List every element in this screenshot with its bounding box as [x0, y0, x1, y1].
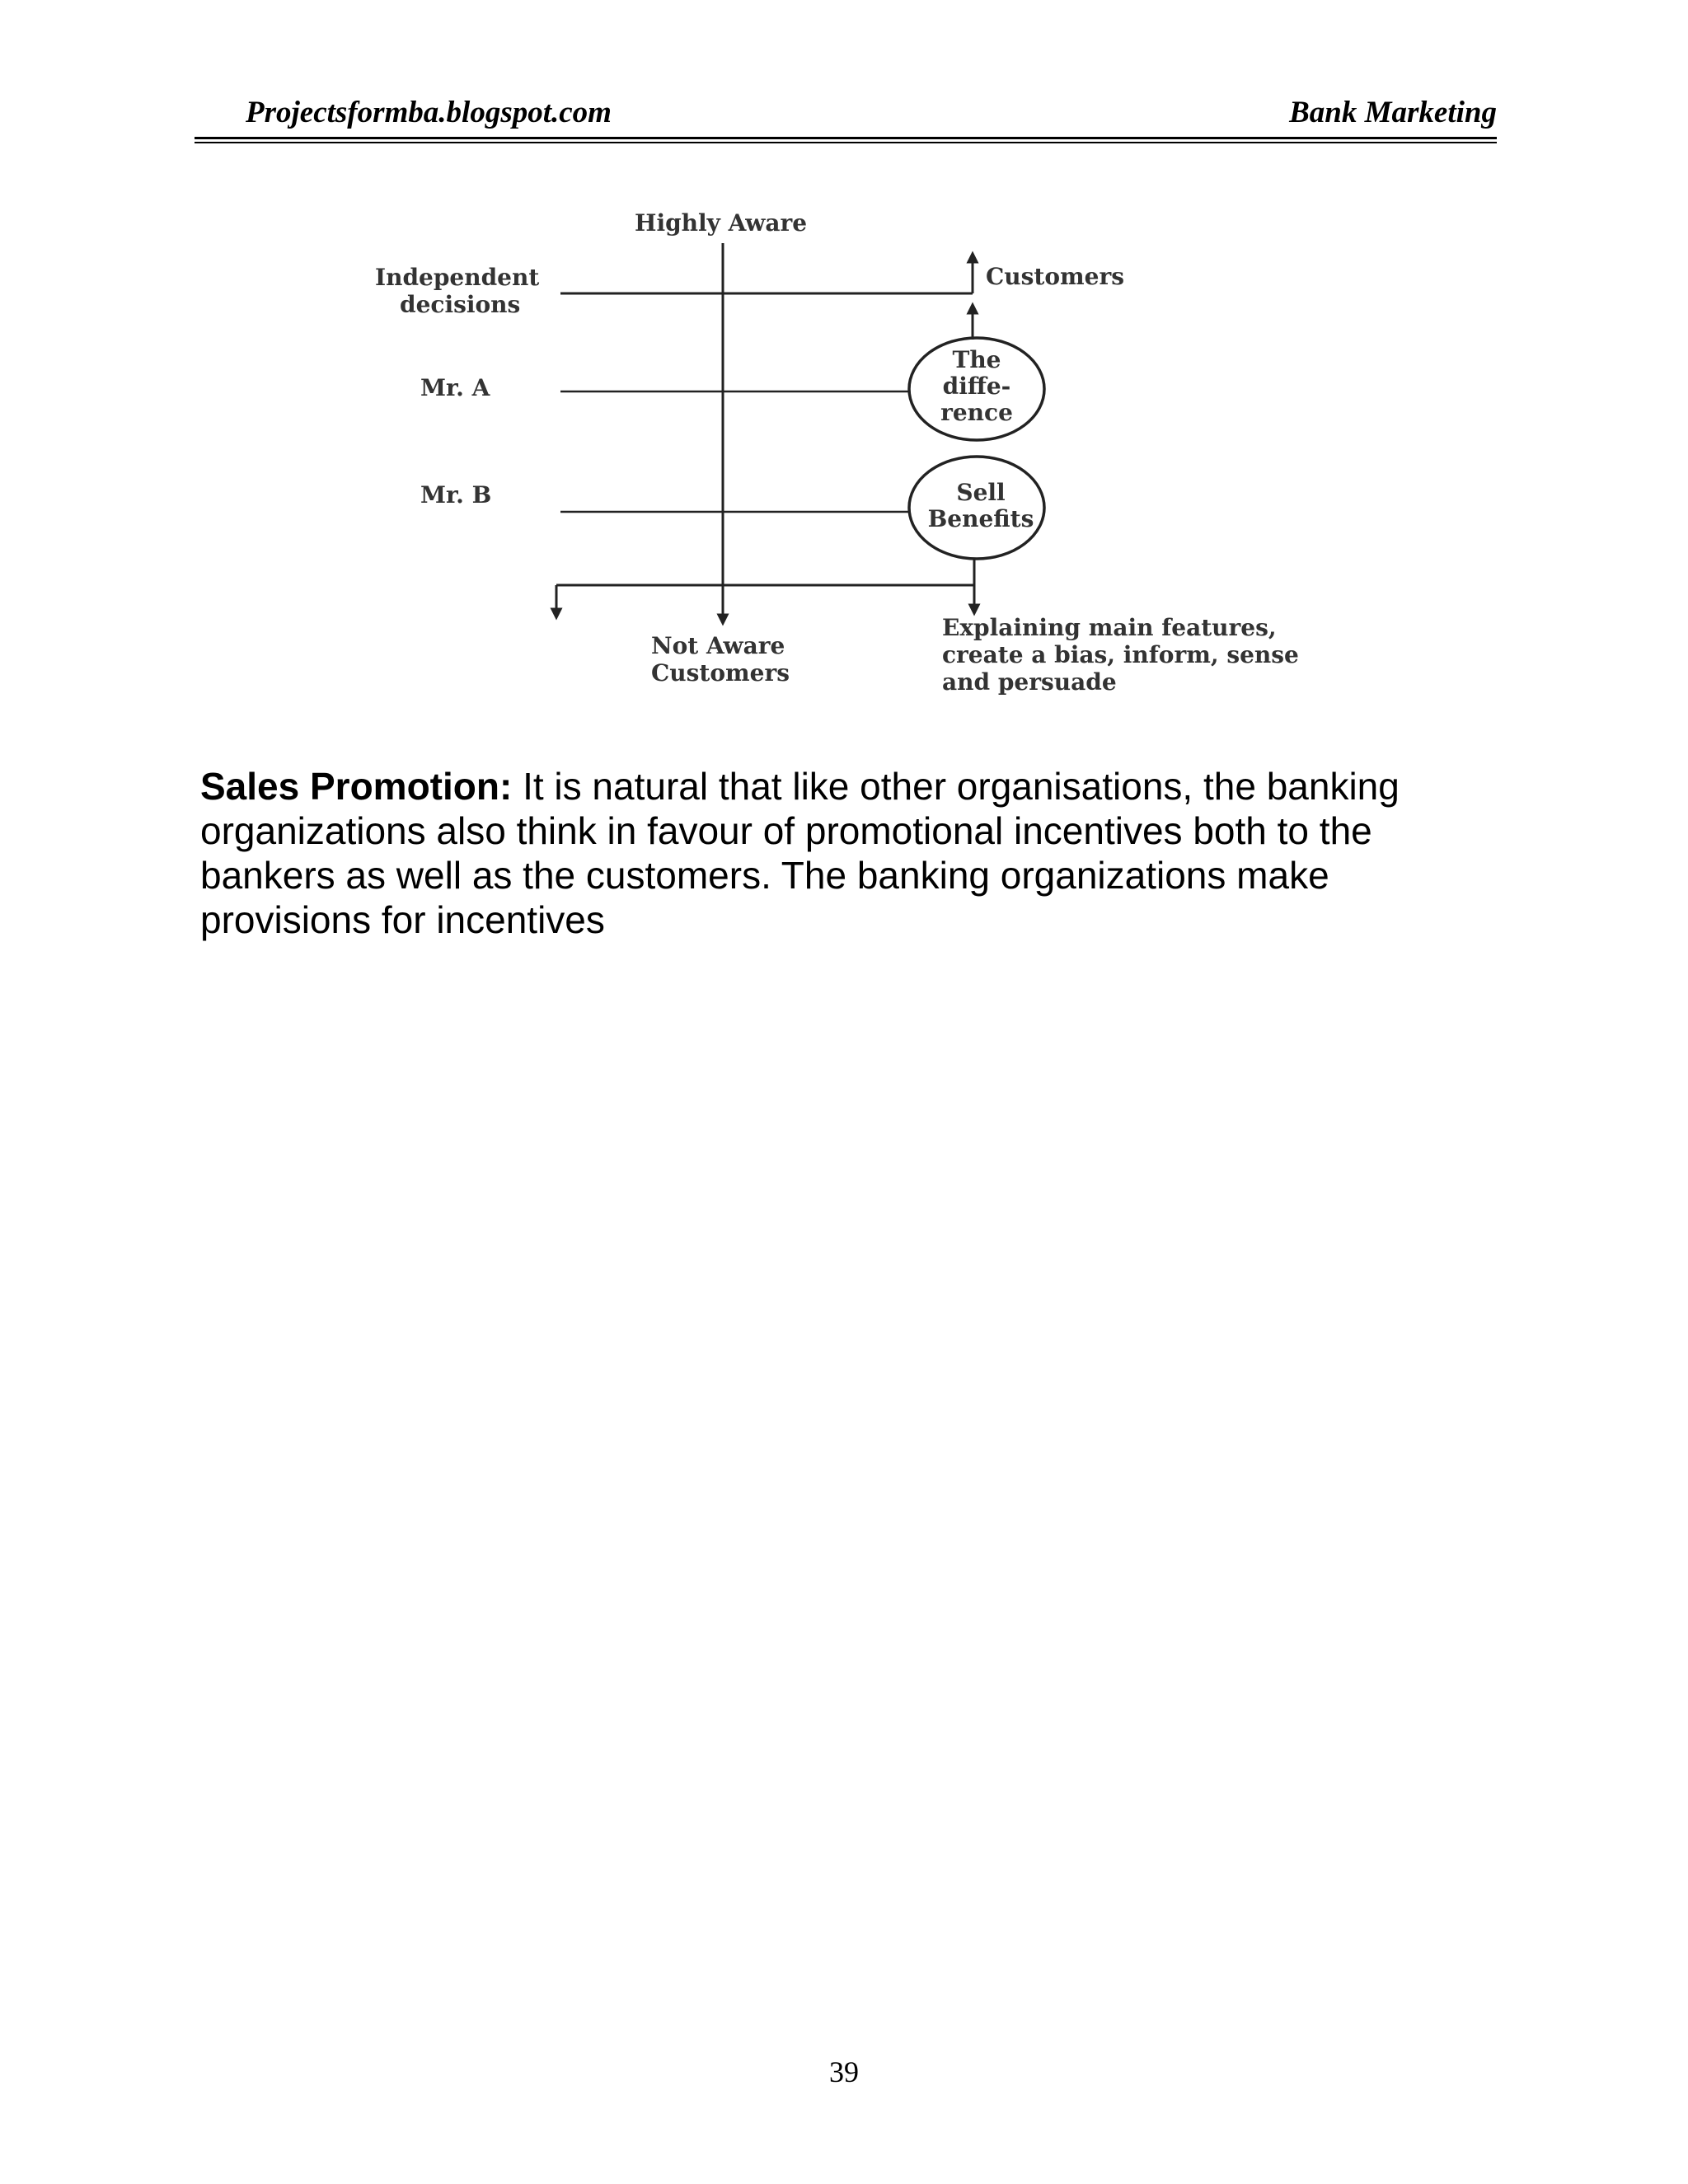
- header-site: Projectsformba.blogspot.com: [246, 96, 612, 129]
- difference-line-3: rence: [940, 399, 1013, 426]
- sell-line-1: Sell: [956, 479, 1006, 506]
- label-mr-a: Mr. A: [420, 374, 490, 401]
- awareness-diagram-svg: [363, 198, 1352, 709]
- explain-line-3: and persuade: [942, 668, 1117, 696]
- explain-line-2: create a bias, inform, sense: [942, 641, 1299, 668]
- header-title: Bank Marketing: [1289, 96, 1497, 129]
- sales-promotion-body: It is natural that like other organisations, the banking organizations also think in favour of promotional incentives both to the bankers as well as the customers. The banking organizations make provisions for incentives: [200, 765, 1400, 941]
- label-not-aware: Not Aware: [651, 632, 785, 659]
- sell-line-2: Benefits: [927, 505, 1034, 532]
- difference-line-1: The: [952, 346, 1001, 373]
- header-rule-thin: [195, 142, 1497, 143]
- label-mr-b: Mr. B: [420, 481, 492, 509]
- label-customers: Customers: [986, 263, 1124, 290]
- sales-promotion-paragraph: [200, 764, 1486, 942]
- header-rule: [195, 137, 1497, 139]
- page-number: 39: [829, 2055, 859, 2088]
- awareness-diagram: [363, 198, 1352, 709]
- sales-promotion-heading: Sales Promotion:: [200, 765, 513, 808]
- label-independent: Independent: [375, 264, 540, 291]
- label-not-aware-customers: Customers: [651, 659, 790, 687]
- explain-line-1: Explaining main features,: [942, 614, 1277, 641]
- label-decisions: decisions: [400, 291, 521, 318]
- difference-line-2: diffe-: [942, 373, 1011, 400]
- label-highly-aware: Highly Aware: [635, 209, 808, 237]
